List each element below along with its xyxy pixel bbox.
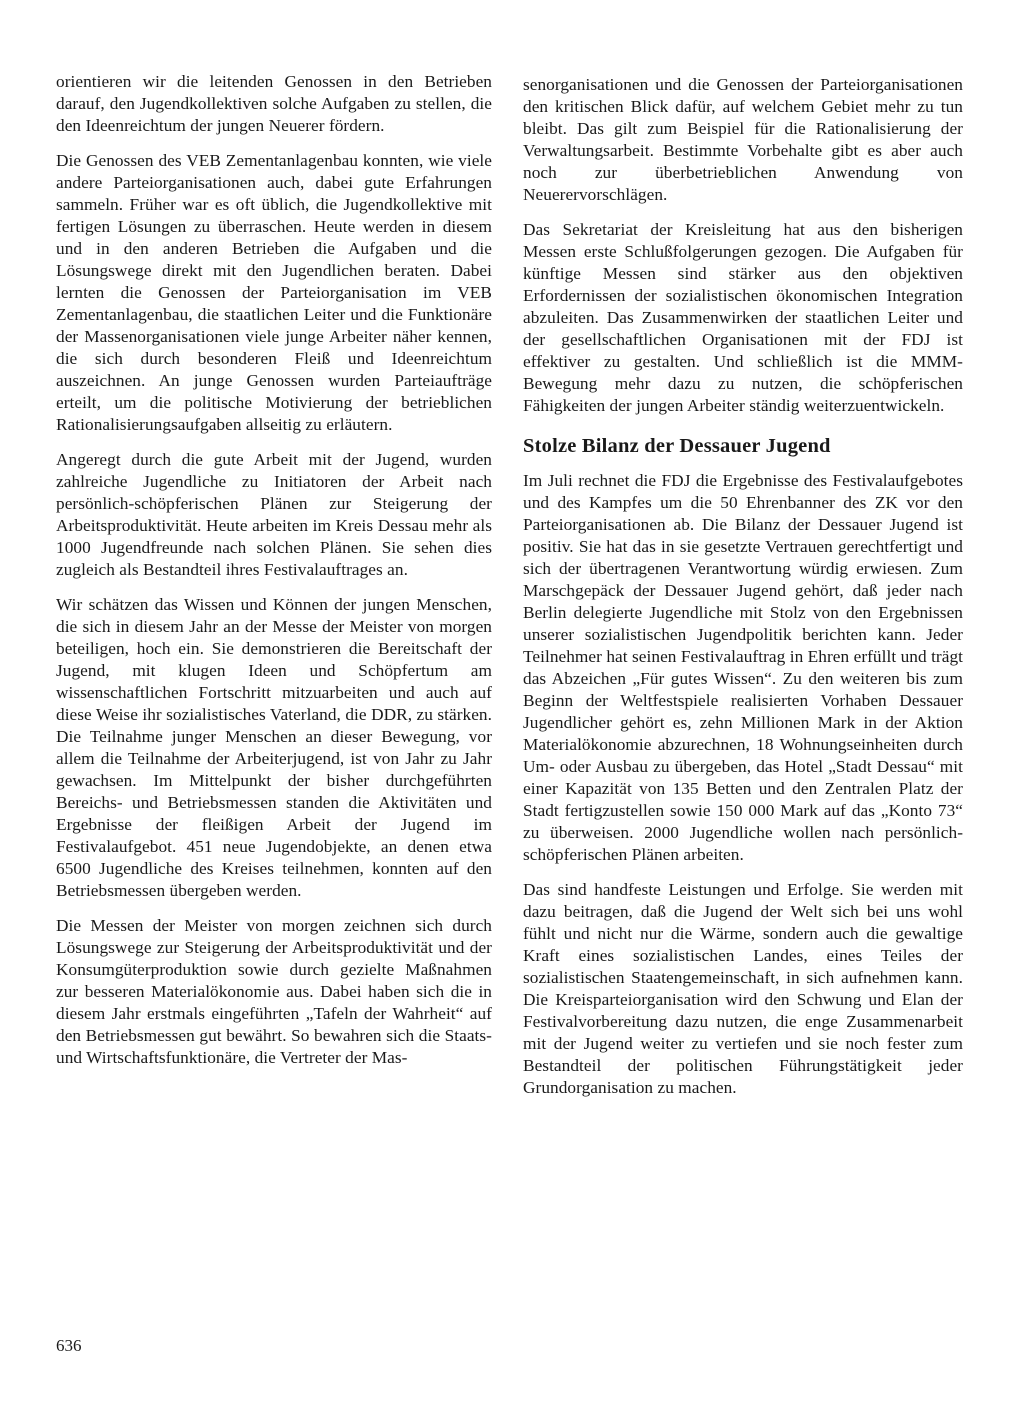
paragraph: Angeregt durch die gute Arbeit mit der Jugend, wurden zahlreiche Jugendliche zu Initiatoren der Arbeit nach persönlich-schöpferischen Plänen zur Steigerung der Arbeitsproduktivität. Heute arbeiten im Kreis Dessau mehr als 1000 Jugendfreunde nach solchen Plänen. Sie sehen dies zugleich als Bestandteil ihres Festivalauftrages an.: [56, 450, 492, 579]
paragraph: Das Sekretariat der Kreisleitung hat aus den bisherigen Messen erste Schlußfolgerungen gezogen. Die Aufgaben für künftige Messen sind stärker aus den objektiven Erfordernissen der sozialistischen ökonomischen Integration abzuleiten. Das Zusammenwirken der staatlichen Leiter und der gesellschaftlichen Organisationen mit der FDJ ist effektiver zu gestalten. Und schließlich ist die MMM-Bewegung mehr dazu zu nutzen, die schöpferischen Fähigkeiten der jungen Arbeiter ständig weiterzuentwickeln.: [523, 220, 963, 415]
paragraph: orientieren wir die leitenden Genossen in den Betrieben darauf, den Jugendkollektiven solche Aufgaben zu stellen, die den Ideenreichtum der jungen Neuerer fördern.: [56, 72, 492, 135]
paragraph: Die Genossen des VEB Zementanlagenbau konnten, wie viele andere Parteiorganisationen auch, dabei gute Erfahrungen sammeln. Früher war es oft üblich, die Jugendkollektive mit fertigen Lösungen zu überraschen. Heute werden in diesem und in den anderen Betrieben die Aufgaben und die Lösungswege direkt mit den Jugendlichen beraten. Dabei lernten die Genossen der Parteiorganisation im VEB Zementanlagenbau, die staatlichen Leiter und die Funktionäre der Massenorganisationen viele junge Arbeiter näher kennen, die sich durch besonderen Fleiß und Ideenreichtum auszeichnen. An junge Genossen wurden Parteiaufträge erteilt, um die politische Motivierung der betrieblichen Rationalisierungsaufgaben allseitig zu erläutern.: [56, 151, 492, 434]
paragraph: Im Juli rechnet die FDJ die Ergebnisse des Festivalaufgebotes und des Kampfes um die 50 Ehrenbanner des ZK vor den Parteiorganisationen ab. Die Bilanz der Dessauer Jugend ist positiv. Sie hat das in sie gesetzte Vertrauen gerechtfertigt und sich der übertragenen Verantwortung würdig erwiesen. Zum Marschgepäck der Dessauer Jugend gehört, daß jeder nach Berlin delegierte Jugendliche mit Stolz von den Ergebnissen unserer sozialistischen Jugendpolitik berichten kann. Jeder Teilnehmer hat seinen Festivalauftrag in Ehren erfüllt und trägt das Abzeichen „Für gutes Wissen“. Zu den weiteren bis zum Beginn der Weltfestspiele realisierten Vorhaben Dessauer Jugendlicher gehört es, zehn Millionen Mark in der Aktion Materialökonomie abzurechnen, 18 Wohnungseinheiten durch Um- oder Ausbau zu übergeben, das Hotel „Stadt Dessau“ mit einer Kapazität von 135 Betten und den Zentralen Platz der Stadt fertigzustellen sowie 150 000 Mark auf das „Konto 73“ zu überweisen. 2000 Jugendliche wollen nach persönlich-schöpferischen Plänen arbeiten.: [523, 471, 963, 864]
paragraph: Das sind handfeste Leistungen und Erfolge. Sie werden mit dazu beitragen, daß die Jugend der Welt sich bei uns wohl fühlt und nicht nur die Wärme, sondern auch die gewaltige Kraft eines sozialistischen Landes, eines Teiles der sozialistischen Staatengemeinschaft, in sich aufnehmen kann. Die Kreisparteiorganisation wird den Schwung und Elan der Festivalvorbereitung dazu nutzen, die enge Zusammenarbeit mit der Jugend weiter zu vertiefen und sie noch fester zum Bestandteil der politischen Führungstätigkeit jeder Grundorganisation zu machen.: [523, 880, 963, 1097]
page-number: 636: [56, 1336, 82, 1355]
paragraph: senorganisationen und die Genossen der Parteiorganisationen den kritischen Blick dafür, auf welchem Gebiet mehr zu tun bleibt. Das gilt zum Beispiel für die Rationalisierung der Verwaltungsarbeit. Bestimmte Vorbehalte gibt es aber auch noch zur überbetrieblichen Anwendung von Neuerervorschlägen.: [523, 75, 963, 204]
left-column: [56, 71, 492, 1082]
right-column: [523, 74, 963, 1112]
paragraph: Die Messen der Meister von morgen zeichnen sich durch Lösungswege zur Steigerung der Arbeitsproduktivität und der Konsumgüterproduktion sowie durch gezielte Maßnahmen zur besseren Materialökonomie aus. Dabei haben sich die in diesem Jahr erstmals eingeführten „Tafeln der Wahrheit“ auf den Betriebsmessen gut bewährt. So bewahren sich die Staats- und Wirtschaftsfunktionäre, die Vertreter der Mas-: [56, 916, 492, 1067]
section-heading: Stolze Bilanz der Dessauer Jugend: [523, 435, 831, 457]
paragraph: Wir schätzen das Wissen und Können der jungen Menschen, die sich in diesem Jahr an der Messe der Meister von morgen beteiligen, hoch ein. Sie demonstrieren die Bereitschaft der Jugend, mit klugen Ideen und Schöpfertum am wissenschaftlichen Fortschritt mitzuarbeiten und auch auf diese Weise ihr sozialistisches Vaterland, die DDR, zu stärken. Die Teilnahme junger Menschen an dieser Bewegung, vor allem die Teilnahme der Arbeiterjugend, ist von Jahr zu Jahr gewachsen. Im Mittelpunkt der bisher durchgeführten Bereichs- und Betriebsmessen standen die Aktivitäten und Ergebnisse der fleißigen Arbeit der Jugend im Festivalaufgebot. 451 neue Jugendobjekte, an denen etwa 6500 Jugendliche des Kreises teilnehmen, konnten auf den Betriebsmessen übergeben werden.: [56, 595, 492, 900]
